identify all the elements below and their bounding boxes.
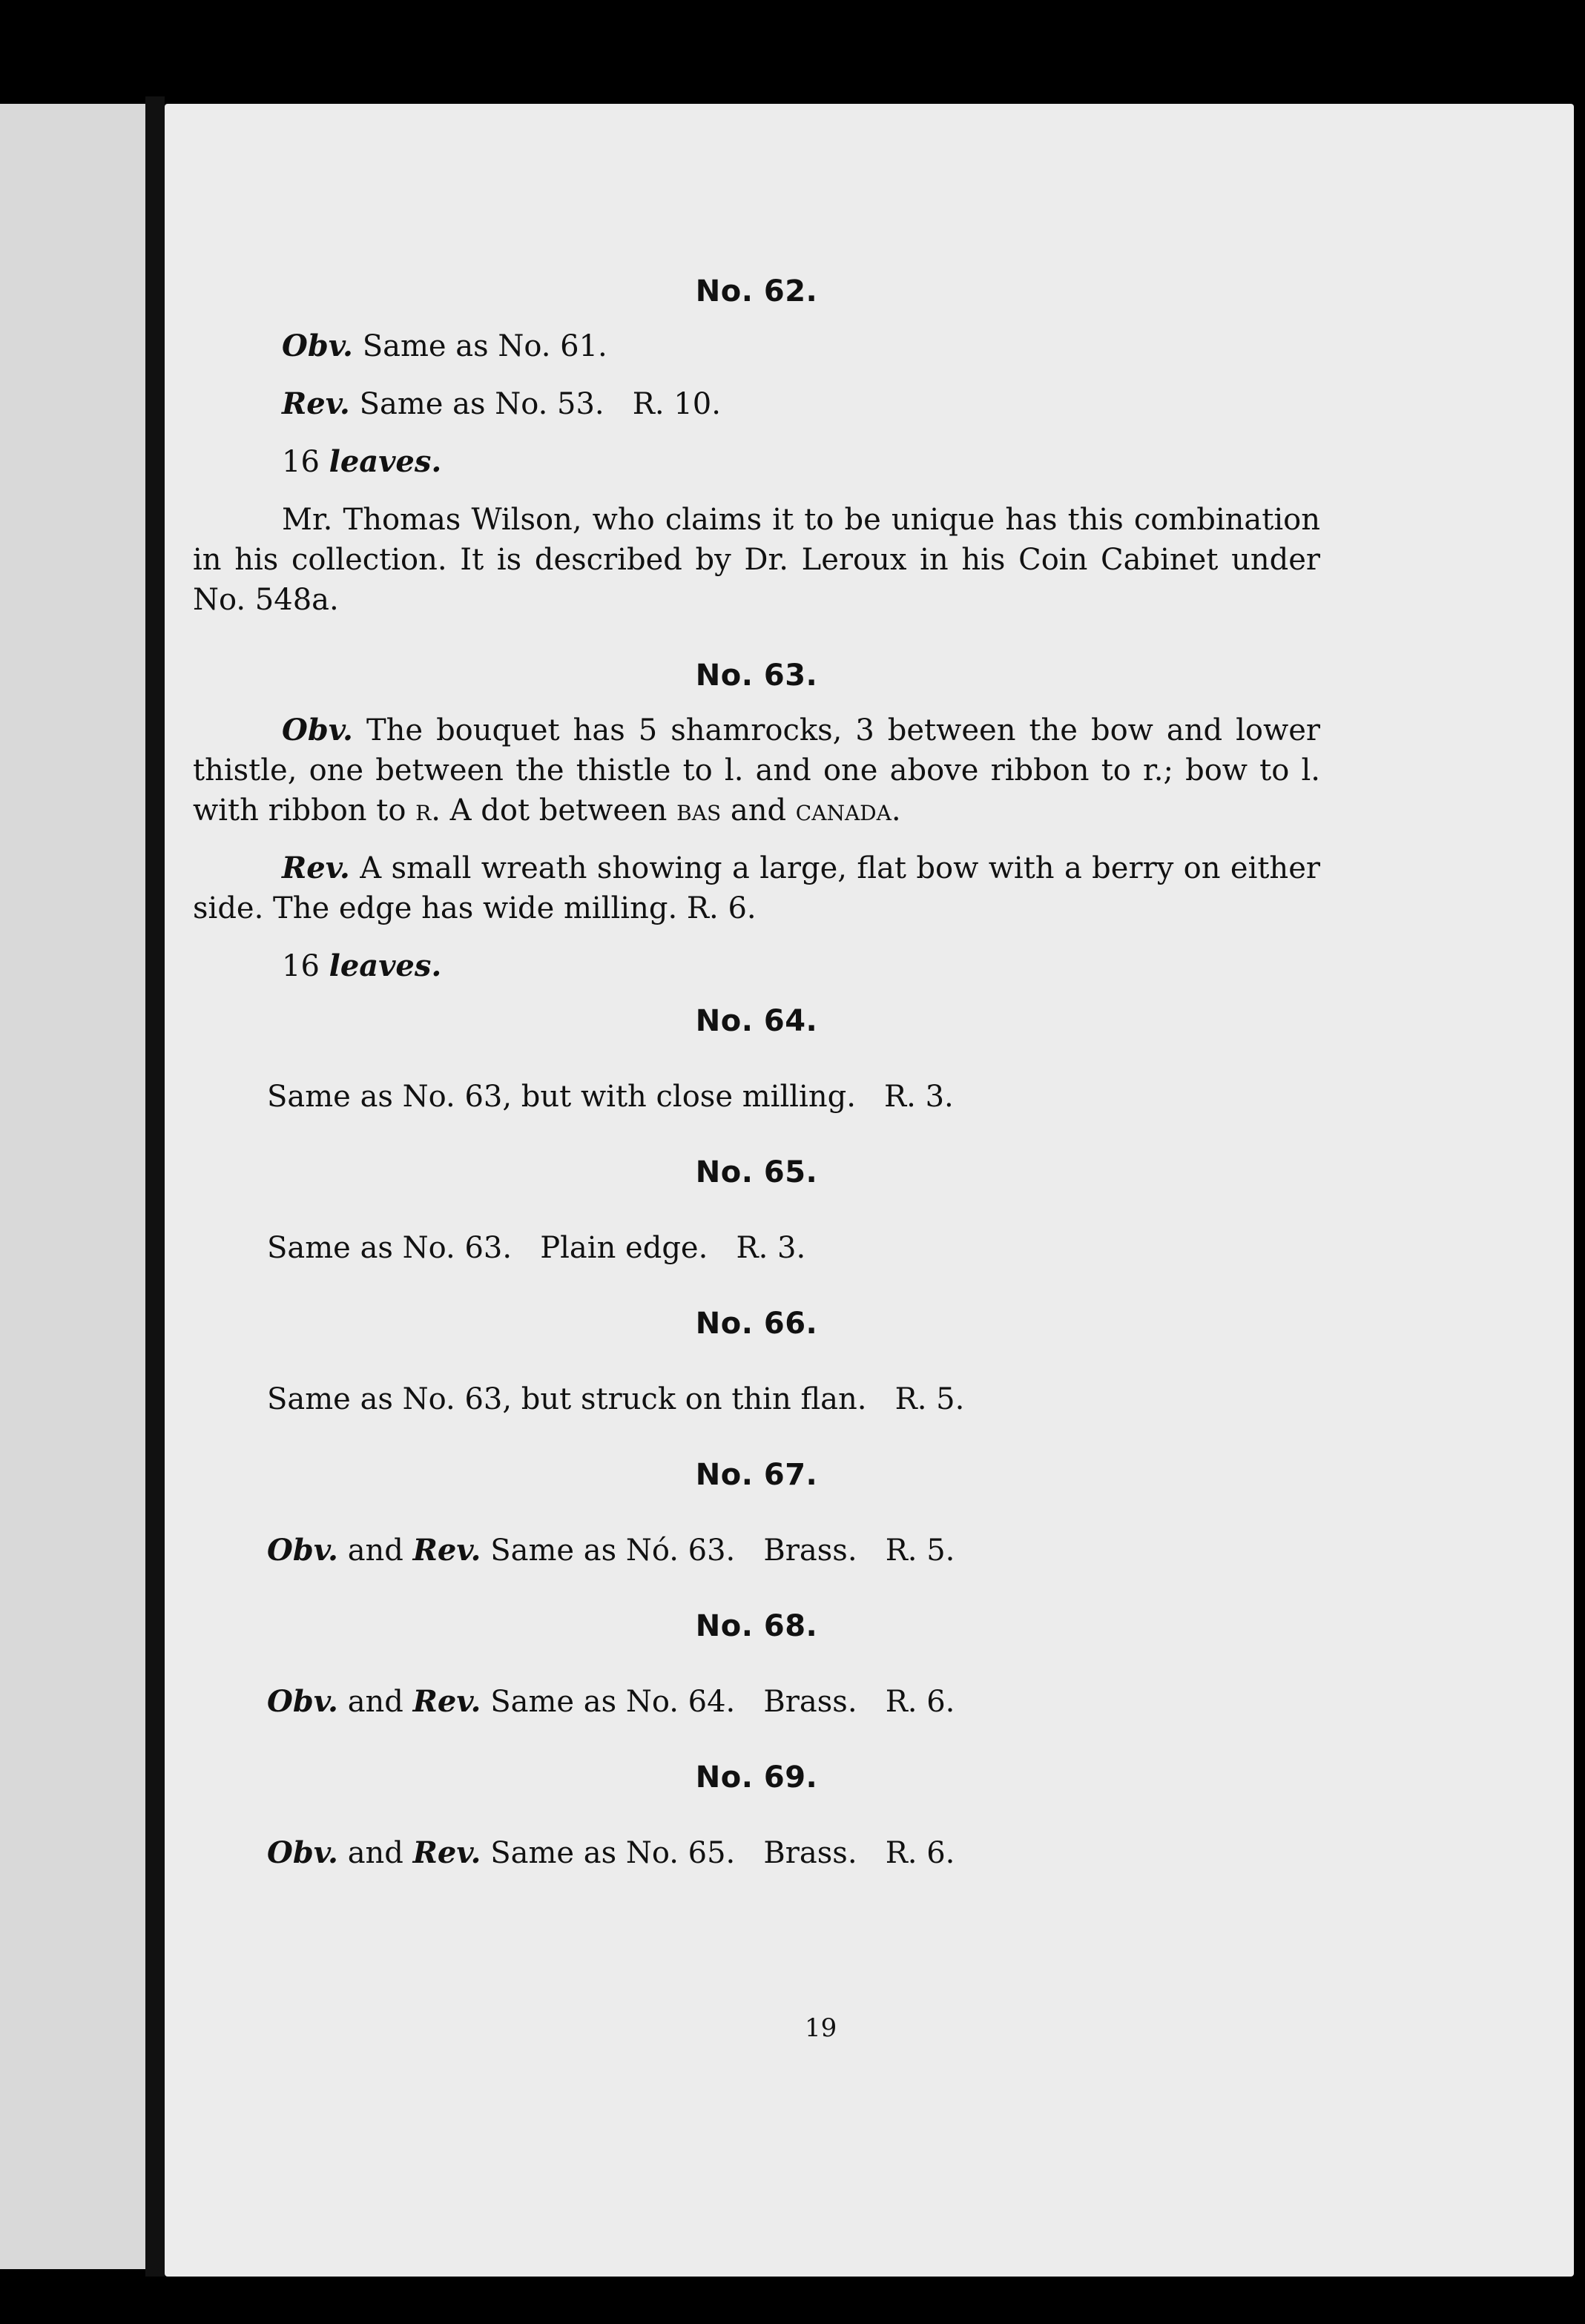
entry-line [193,1531,1320,1571]
and-word: and [347,1534,403,1568]
obverse-text-part-2: A dot between [449,793,668,828]
entry-text: Same as Nó. 63. Brass. R. 5. [490,1534,955,1568]
entry-text: Same as No. 64. Brass. R. 6. [490,1685,955,1719]
legend-word-bas: bas [676,793,722,828]
right-abbrev: r. [415,793,441,828]
entry-line [193,1833,1320,1873]
entry-heading-66: No. 66. [695,1307,818,1341]
entry-heading-67: No. 67. [695,1458,818,1492]
obverse-label: Obv. [267,1684,338,1719]
obverse-line [193,326,1320,366]
entry-heading-68: No. 68. [695,1609,818,1643]
obverse-label: Obv. [267,1835,338,1870]
obverse-label: Obv. [282,713,353,747]
reverse-text: A small wreath showing a large, flat bow with a berry on either side. The edge has wide milling. R. 6. [193,851,1320,925]
entry-heading-62: No. 62. [695,274,818,308]
obverse-description [193,710,1320,831]
page-number: 19 [805,2013,837,2043]
obverse-text: Same as No. 61. [362,329,607,363]
reverse-line [193,384,1320,424]
reverse-text: Same as No. 53. R. 10. [359,387,721,421]
reverse-label: Rev. [282,386,350,421]
page-content [193,274,1320,1873]
reverse-label: Rev. [412,1684,481,1719]
entry-text: Same as No. 63, but with close milling. R. 3. [267,1080,954,1114]
entry-text: Same as No. 63. Plain edge. R. 3. [267,1231,806,1265]
legend-word-canada: canada. [795,793,901,828]
and-word: and [347,1685,403,1719]
leaves-count: 16 [282,445,320,479]
obverse-text-part-1: The bouquet has 5 shamrocks, 3 between the bow and lower thistle, one between the thistle to l. and one above ribbon to r.; bow to l. with ribbon to [193,713,1321,828]
entry-heading-63: No. 63. [695,658,818,693]
leaves-line [193,442,1320,482]
entry-heading-64: No. 64. [695,1004,818,1038]
reverse-label: Rev. [412,1835,481,1870]
and-word: and [347,1836,403,1870]
entry-heading-69: No. 69. [695,1760,818,1795]
leaves-count: 16 [282,949,320,983]
obverse-label: Obv. [282,329,353,363]
facing-page-edge [0,104,148,2269]
entry-text: Same as No. 65. Brass. R. 6. [490,1836,955,1870]
provenance-note: Mr. Thomas Wilson, who claims it to be unique has this combination in his collection. It is described by Dr. Leroux in his Coin Cabinet under No. 548a. [193,503,1320,617]
reverse-label: Rev. [412,1533,481,1568]
reverse-label: Rev. [282,851,350,885]
entry-heading-65: No. 65. [695,1155,818,1189]
leaves-line [193,946,1320,986]
leaves-word: leaves. [329,444,442,479]
leaves-word: leaves. [329,948,442,983]
reverse-description [193,848,1320,928]
and-word: and [730,793,787,828]
entry-line [193,1682,1320,1722]
obverse-label: Obv. [267,1533,338,1568]
entry-text: Same as No. 63, but struck on thin flan. R. 5. [267,1382,965,1416]
book-spine [145,96,165,2277]
